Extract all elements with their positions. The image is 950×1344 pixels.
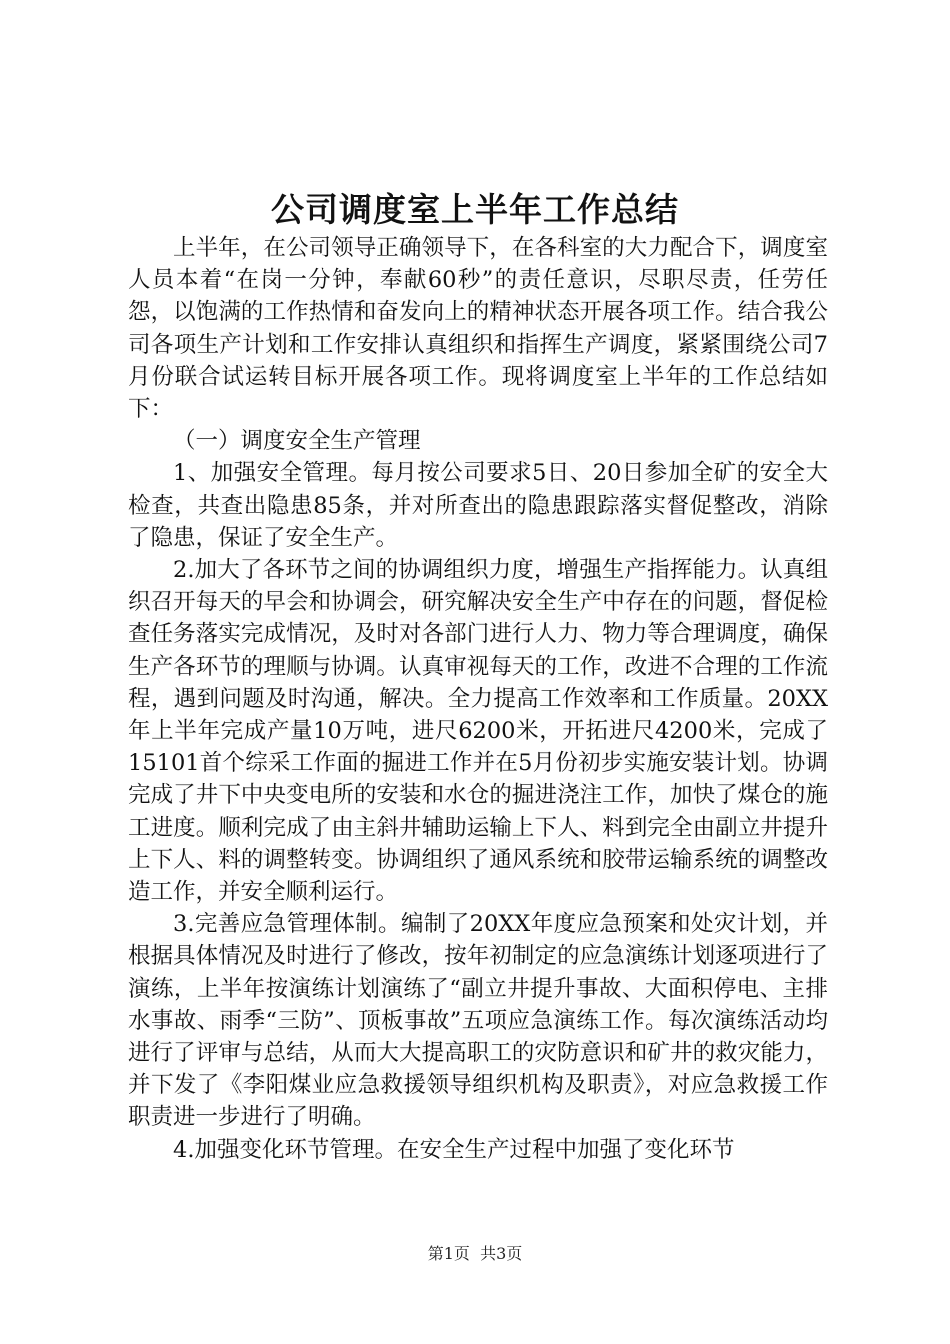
document-title: 公司调度室上半年工作总结 xyxy=(271,190,679,229)
paragraph-item-3: 3.完善应急管理体制。编制了20XX年度应急预案和处灾计划，并根据具体情况及时进行了修改，按年初制定的应急演练计划逐项进行了演练，上半年按演练计划演练了“副立井提升事故、大面积停电、主排水事故、雨季“三防”、顶板事故”五项应急演练工作。每次演练活动均进行了评审与总结，从而大大提高职工的灾防意识和矿井的救灾能力，并下发了《李阳煤业应急救援领导组织机构及职责》，对应急救援工作职责进一步进行了明确。 xyxy=(128,911,828,1131)
paragraph-item-1: 1、加强安全管理。每月按公司要求5日、20日参加全矿的安全大检查，共查出隐患85条，并对所查出的隐患跟踪落实督促整改，消除了隐患，保证了安全生产。 xyxy=(128,460,828,551)
document-body xyxy=(128,232,828,1166)
paragraph-intro: 上半年，在公司领导正确领导下，在各科室的大力配合下，调度室人员本着“在岗一分钟，奉献60秒”的责任意识，尽职尽责，任劳任怨，以饱满的工作热情和奋发向上的精神状态开展各项工作。结合我公司各项生产计划和工作安排认真组织和指挥生产调度，紧紧围绕公司7月份联合试运转目标开展各项工作。现将调度室上半年的工作总结如下： xyxy=(128,235,828,423)
page-number-label: 第1页 共3页 xyxy=(427,1244,523,1263)
section-heading-safety-production: （一）调度安全生产管理 xyxy=(173,428,421,455)
paragraph-item-2: 2.加大了各环节之间的协调组织力度，增强生产指挥能力。认真组织召开每天的早会和协调会，研究解决安全生产中存在的问题，督促检查任务落实完成情况，及时对各部门进行人力、物力等合理调度，确保生产各环节的理顺与协调。认真审视每天的工作，改进不合理的工作流程，遇到问题及时沟通，解决。全力提高工作效率和工作质量。20XX年上半年完成产量10万吨，进尺6200米，开拓进尺4200米，完成了15101首个综采工作面的掘进工作并在5月份初步实施安装计划。协调完成了井下中央变电所的安装和水仓的掘进浇注工作，加快了煤仓的施工进度。顺利完成了由主斜井辅助运输上下人、料到完全由副立井提升上下人、料的调整转变。协调组织了通风系统和胶带运输系统的调整改造工作，并安全顺利运行。 xyxy=(128,557,828,906)
paragraph-item-4: 4.加强变化环节管理。在安全生产过程中加强了变化环节 xyxy=(173,1136,735,1163)
page-footer xyxy=(0,1243,950,1265)
